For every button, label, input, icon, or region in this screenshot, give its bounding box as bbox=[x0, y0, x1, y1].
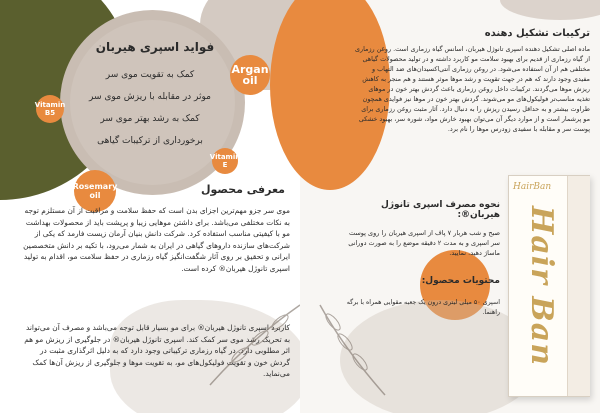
contents-text: اسپری ۵۰ میلی لیتری درون یک جعبه مقوایی همراه با برگه راهنما. bbox=[346, 299, 500, 316]
right-panel bbox=[300, 0, 600, 413]
benefits-line-4: برخورداری از ترکیبات گیاهی bbox=[97, 136, 203, 146]
benefits-line-3: کمک به رشد بهتر موی سر bbox=[100, 114, 200, 124]
product-box bbox=[508, 175, 590, 397]
leaf-icon-right bbox=[305, 300, 395, 400]
contents-title: محتویات محصول: bbox=[421, 276, 500, 286]
badge-vitamin-e: Vitamin E bbox=[212, 148, 238, 174]
benefits-line-2: موثر در مقابله با ریزش موی سر bbox=[89, 92, 211, 102]
intro-title: معرفی محصول bbox=[200, 183, 285, 196]
benefits-line-1: کمک به تقویت موی سر bbox=[105, 70, 195, 80]
product-side bbox=[567, 176, 590, 396]
badge-argan-oil: Argan oil bbox=[230, 55, 270, 95]
product-brand-small: HairBan bbox=[513, 182, 552, 192]
ingredients-text: ماده اصلی تشکیل دهنده اسپری تانوژل هیربان، اسانس گیاه رزماری است. روغن رزماری از گیاه رزماری از قدیم برای بهبود سلامت مو کاربرد داشته و در تولید محصولات گیاهی مختلفی هم از آن استفاده می‌شود. در روغن رزماری آنتی‌اکسیدان‌های ضد التهاب و مفیدی وجود دارند که هم در جهت تقویت و رشد موها موثر هستند و هم منجر به کاهش ریزش موها می‌گردند. ترکیبات داخل روغن رزماری باعث گردش بهتر خون در موهای تغذیه مناسب‌تر فولیکول‌های مو می‌شوند. گردش بهتر خون در موها نیز فوایدی همچون طراوت بیشتر و به حداقل رسیدن ریزش را به دنبال دارد. آثار مثبت روغن رزماری برای مو پرشمار است و از موارد دیگر آن می‌توان بهبود خارش مواد، شوره سر، بهبود خشکی پوست سر و مقابله با سفیدی زودرس موها را نام برد. bbox=[355, 45, 590, 133]
usage-text: صبح و شب هربار ۷ پاف از اسپری هیربان را روی پوست سر اسپری و به مدت ۲ دقیقه موضع را به صورت دورانی ماساژ دهید. نمایید. bbox=[348, 229, 500, 257]
benefits-title: فواید اسپری هیربان bbox=[95, 40, 215, 54]
leaf-icon-left bbox=[200, 300, 310, 390]
product-brand-vertical: Hair Ban bbox=[524, 206, 559, 367]
intro-paragraph-1: موی سر جزو مهم‌ترین اجزای بدن است که حفظ سلامت و مراقبت از آن مستلزم توجه به نکات مختلفی می‌باشد. برای داشتن موهایی زیبا و پرپشت باید از محصولات بهداشت مو با کیفیتی مناسب استفاده کرد. شرکت دانش بنیان آرمان زیست فارمد که یکی از شرکت‌های سازنده داروهای گیاهی در ایران به شمار می‌رود، با تکیه بر دانش متخصصین ایرانی و تحقیق بر روی آثار شگفت‌انگیز گیاه رزماری در حفظ سلامت مو، اقدام به تولید اسپری تانوژل هیربان® کرده است. bbox=[23, 206, 290, 273]
badge-vitamin-b5: Vitamin B5 bbox=[36, 95, 64, 123]
intro-paragraph-2: کاربرد اسپری تانوژل هیربان® برای مو بسیار قابل توجه می‌باشد و مصرف آن می‌تواند به تحریک رشد موی سر کمک کند. اسپری تانوژل هیربان® در جلوگیری از ریزش مو هم اثر مطلوبی دارد. در گیاه رزماری ترکیباتی وجود دارد که به دلیل اثرگذاری مثبت در گردش خون و تقویت فولیکول‌های مو، به تقویت موها و جلوگیری از ریزش آن‌ها کمک می‌نماید. bbox=[24, 323, 290, 378]
badge-rosemary-oil: Rosemary oil bbox=[74, 170, 116, 212]
ingredients-title: ترکیبات تشکیل دهنده bbox=[484, 28, 590, 39]
taupe-shape-right-top bbox=[500, 0, 600, 20]
usage-title: نحوه مصرف اسپری تانوژل هیربان®: bbox=[381, 200, 500, 220]
